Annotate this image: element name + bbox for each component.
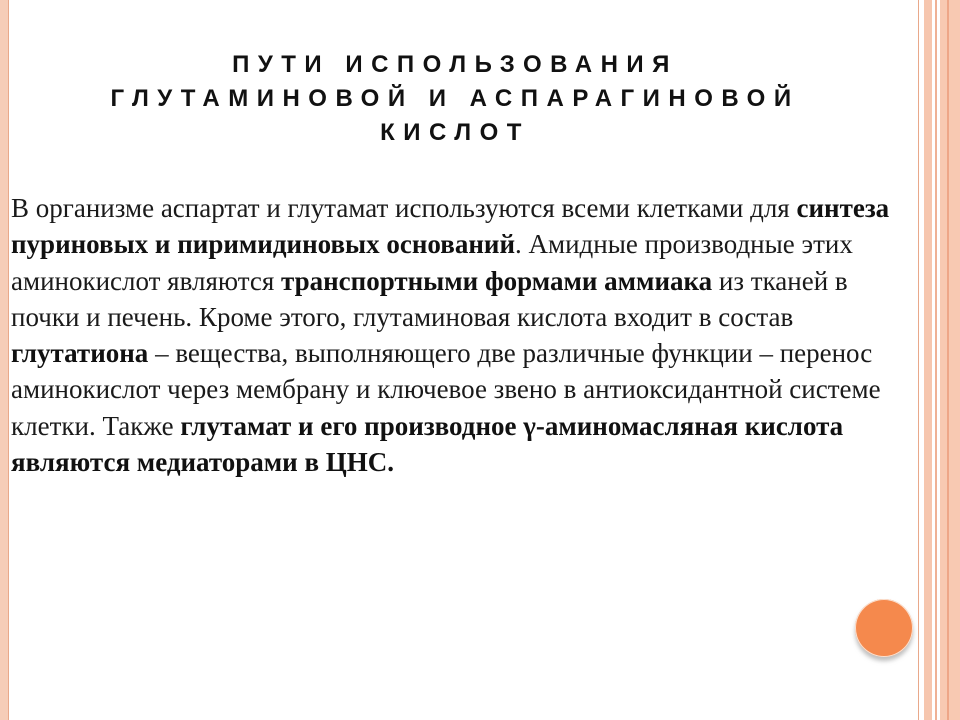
slide-body-text	[11, 190, 911, 480]
body-text-2: . Амидные производные этих аминокислот являются	[11, 229, 853, 296]
title-line-2: ГЛУТАМИНОВОЙ И АСПАРАГИНОВОЙ	[110, 85, 800, 112]
left-frame-strip	[0, 0, 8, 720]
right-stripe-band	[924, 0, 932, 720]
body-text-1: В организме аспартат и глутамат используются всеми клетками для	[11, 193, 797, 223]
right-stripe-thin	[935, 0, 937, 720]
body-emphasis-synthesis: синтеза пуриновых и пиримидиновых оснований	[11, 193, 890, 260]
body-text-4: – вещества, выполняющего две различные функции – перенос аминокислот через мембрану и ключевое звено в антиоксидантной системе клетки. Также	[11, 338, 881, 441]
right-stripe-accent	[947, 0, 949, 720]
right-stripe-wide	[940, 0, 960, 720]
title-line-1: ПУТИ ИСПОЛЬЗОВАНИЯ	[232, 51, 678, 78]
body-emphasis-mediators: глутамат и его производное γ-аминомасляная кислота являются медиаторами в ЦНС.	[11, 410, 844, 478]
title-line-3: КИСЛОТ	[380, 119, 530, 146]
body-emphasis-glutathione: глутатиона	[11, 338, 149, 369]
slide-title	[20, 48, 890, 150]
orange-circle-decoration	[855, 599, 913, 657]
body-text-3: из тканей в почки и печень. Кроме этого, глутаминовая кислота входит в состав	[11, 265, 848, 332]
right-stripe-line	[918, 0, 919, 720]
left-frame-line	[8, 0, 9, 720]
body-emphasis-ammonia-transport: транспортными формами аммиака	[281, 265, 713, 296]
